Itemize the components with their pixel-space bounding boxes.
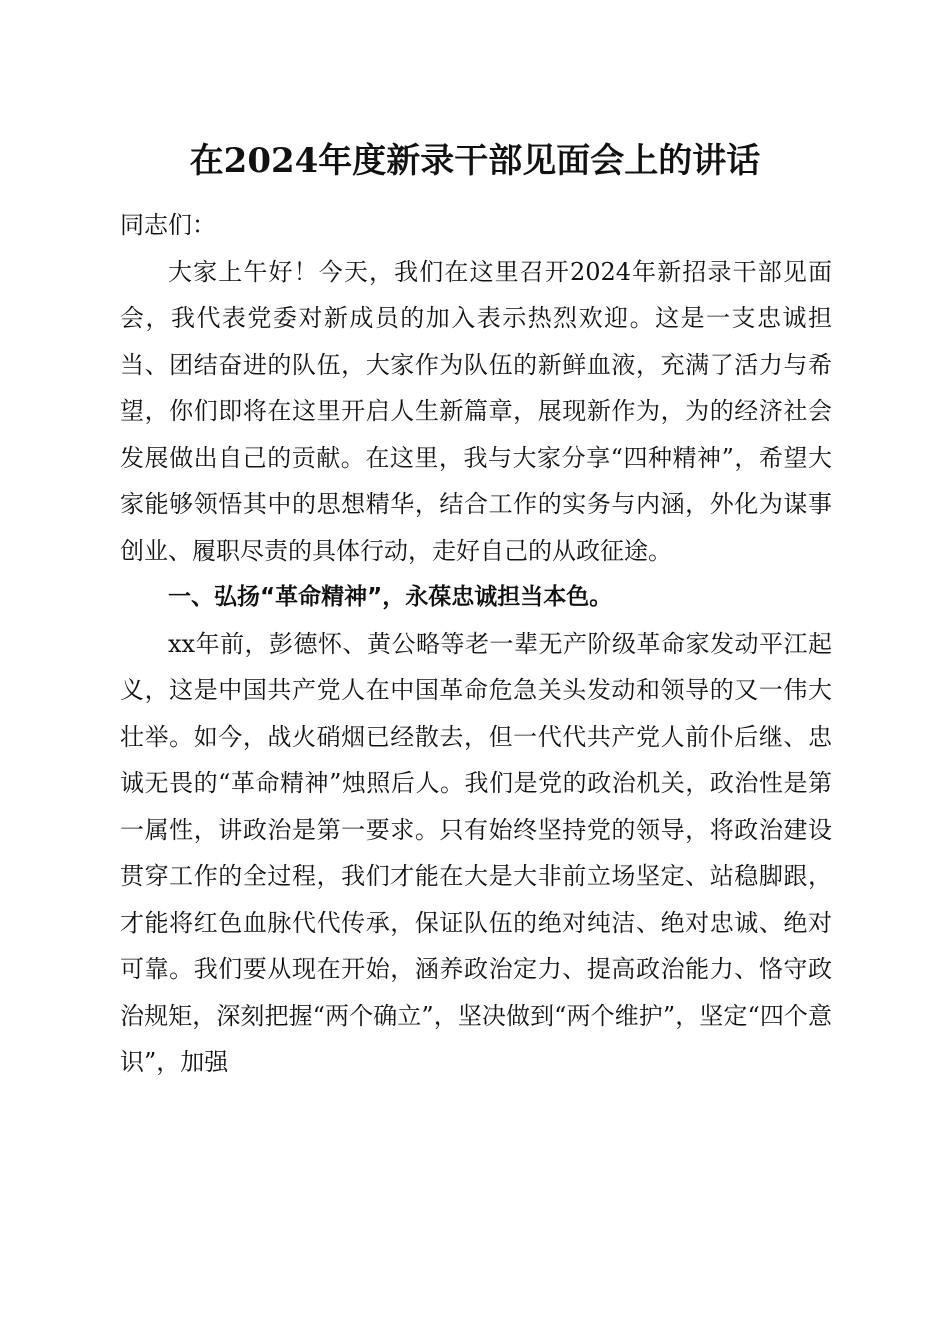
document-title: 在2024年度新录干部见面会上的讲话	[189, 141, 761, 181]
salutation: 同志们：	[120, 211, 216, 239]
document-body	[120, 202, 832, 1086]
paragraph-opening: 大家上午好！今天，我们在这里召开2024年新招录干部见面会，我代表党委对新成员的加入表示热烈欢迎。这是一支忠诚担当、团结奋进的队伍，大家作为队伍的新鲜血液，充满了活力与希望，你们即将在这里开启人生新篇章，展现新作为，为的经济社会发展做出自己的贡献。在这里，我与大家分享“四种精神”，希望大家能够领悟其中的思想精华，结合工作的实务与内涵，外化为谋事创业、履职尽责的具体行动，走好自己的从政征途。	[120, 257, 832, 565]
section-heading-1: 一、弘扬“革命精神”，永葆忠诚担当本色。	[168, 584, 613, 610]
paragraph-section-1: xx年前，彭德怀、黄公略等老一辈无产阶级革命家发动平江起义，这是中国共产党人在中国革命危急关头发动和领导的又一伟大壮举。如今，战火硝烟已经散去，但一代代共产党人前仆后继、忠诚无畏的“革命精神”烛照后人。我们是党的政治机关，政治性是第一属性，讲政治是第一要求。只有始终坚持党的领导，将政治建设贯穿工作的全过程，我们才能在大是大非前立场坚定、站稳脚跟，才能将红色血脉代代传承，保证队伍的绝对纯洁、绝对忠诚、绝对可靠。我们要从现在开始，涵养政治定力、提高政治能力、恪守政治规矩，深刻把握“两个确立”，坚决做到“两个维护”，坚定“四个意识”，加强	[120, 629, 832, 1076]
